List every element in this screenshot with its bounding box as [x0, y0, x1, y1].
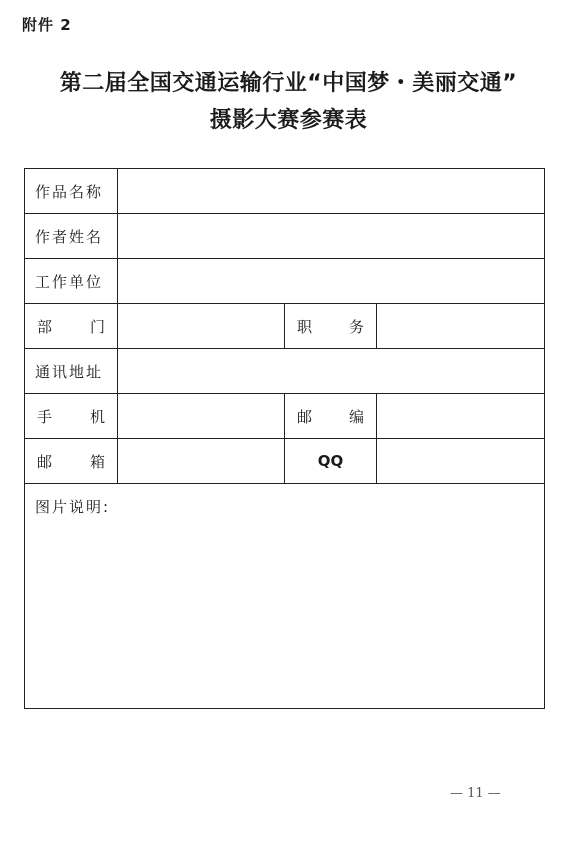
address-field[interactable]	[118, 349, 545, 394]
page-number: — 11 —	[450, 786, 501, 801]
address-label: 通讯地址	[25, 349, 118, 394]
author-name-label: 作者姓名	[25, 214, 118, 259]
phone-label-char-2: 机	[89, 407, 105, 426]
department-label-char-2: 门	[89, 317, 105, 336]
department-label	[25, 304, 118, 349]
position-label-char-2: 务	[348, 317, 364, 336]
email-label	[25, 439, 118, 484]
work-name-field[interactable]	[118, 169, 545, 214]
phone-label	[25, 394, 118, 439]
description-field[interactable]	[25, 484, 545, 709]
phone-label-char-1: 手	[37, 407, 53, 426]
attachment-label: 附件 2	[22, 16, 72, 34]
row-description	[25, 484, 545, 709]
email-label-char-1: 邮	[37, 452, 53, 471]
email-label-char-2: 箱	[89, 452, 105, 471]
description-label: 图片说明:	[35, 498, 111, 516]
phone-field[interactable]	[118, 394, 285, 439]
row-department-position	[25, 304, 545, 349]
position-field[interactable]	[377, 304, 545, 349]
row-author-name	[25, 214, 545, 259]
department-field[interactable]	[118, 304, 285, 349]
work-unit-field[interactable]	[118, 259, 545, 304]
row-email-qq	[25, 439, 545, 484]
row-address	[25, 349, 545, 394]
position-label-char-1: 职	[297, 317, 313, 336]
department-label-char-1: 部	[37, 317, 53, 336]
qq-field[interactable]	[377, 439, 545, 484]
author-name-field[interactable]	[118, 214, 545, 259]
entry-form-table	[24, 168, 545, 709]
form-title-line-1: 第二届全国交通运输行业“中国梦・美丽交通”	[59, 71, 518, 96]
row-work-unit	[25, 259, 545, 304]
qq-label: QQ	[285, 439, 377, 484]
work-unit-label: 工作单位	[25, 259, 118, 304]
position-label	[285, 304, 377, 349]
row-work-name	[25, 169, 545, 214]
row-phone-postcode	[25, 394, 545, 439]
postcode-label-char-2: 编	[348, 407, 364, 426]
email-field[interactable]	[118, 439, 285, 484]
form-title-line-2: 摄影大赛参赛表	[209, 108, 368, 133]
postcode-field[interactable]	[377, 394, 545, 439]
work-name-label: 作品名称	[25, 169, 118, 214]
postcode-label	[285, 394, 377, 439]
postcode-label-char-1: 邮	[297, 407, 313, 426]
